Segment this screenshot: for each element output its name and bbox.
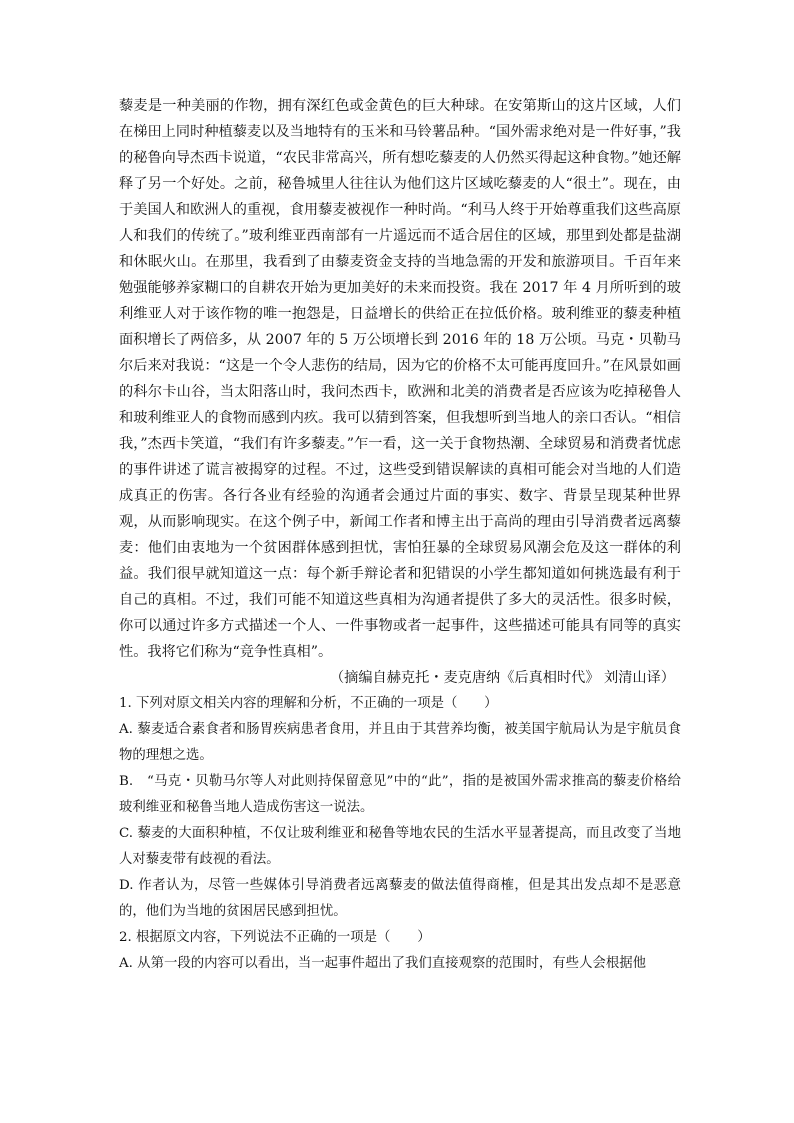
passage-source: （摘编自赫克托・麦克唐纳《后真相时代》 刘清山译） bbox=[329, 670, 675, 686]
question-2 bbox=[119, 925, 681, 977]
question-option-d: D. 作者认为，尽管一些媒体引导消费者远离藜麦的做法值得商榷，但是其出发点却不是恶意的，他们为当地的贫困居民感到担忧。 bbox=[119, 878, 681, 919]
passage-body: 藜麦是一种美丽的作物，拥有深红色或金黄色的巨大种球。在安第斯山的这片区域，人们在梯田上同时种植藜麦以及当地特有的玉米和马铃薯品种。“国外需求绝对是一件好事，”我的秘鲁向导杰西卡说道，“农民非常高兴，所有想吃藜麦的人仍然买得起这种食物。”她还解释了另一个好处。之前，秘鲁城里人往往认为他们这片区域吃藜麦的人“很土”。现在，由于美国人和欧洲人的重视，食用藜麦被视作一种时尚。“利马人终于开始尊重我们这些高原人和我们的传统了。”玻利维亚西南部有一片遥远而不适合居住的区域，那里到处都是盐湖和休眠火山。在那里，我看到了由藜麦资金支持的当地急需的开发和旅游项目。千百年来勉强能够养家糊口的自耕农开始为更加美好的未来而投资。我在 2017 年 4 月所听到的玻利维亚人对于该作物的唯一抱怨是，日益增长的供给正在拉低价格。玻利维亚的藜麦种植面积增长了两倍多，从 2007 年的 5 万公顷增长到 2016 年的 18 万公顷。马克・贝勒马尔后来对我说：“这是一个令人悲伤的结局，因为它的价格不太可能再度回升。”在风景如画的科尔卡山谷，当太阳落山时，我问杰西卡，欧洲和北美的消费者是否应该为吃掉秘鲁人和玻利维亚人的食物而感到内疚。我可以猜到答案，但我想听到当地人的亲口否认。“相信我，”杰西卡笑道，“我们有许多藜麦。”乍一看，这一关于食物热潮、全球贸易和消费者忧虑的事件讲述了谎言被揭穿的过程。不过，这些受到错误解读的真相可能会对当地的人们造成真正的伤害。各行各业有经验的沟通者会通过片面的事实、数字、背景呈现某种世界观，从而影响现实。在这个例子中，新闻工作者和博主出于高尚的理由引导消费者远离藜麦：他们由衷地为一个贫困群体感到担忧，害怕狂暴的全球贸易风潮会危及这一群体的利益。我们很早就知道这一点：每个新手辩论者和犯错误的小学生都知道如何挑选最有利于自己的真相。不过，我们可能不知道这些真相为沟通者提供了多大的灵活性。很多时候，你可以通过许多方式描述一个人、一件事物或者一起事件，这些描述可能具有同等的真实性。我将它们称为“竞争性真相”。 bbox=[119, 98, 681, 660]
question-1 bbox=[119, 691, 681, 925]
question-option-b: B. “马克・贝勒马尔等人对此则持保留意见”中的“此”，指的是被国外需求推高的藜麦价格给玻利维亚和秘鲁当地人造成伤害这一说法。 bbox=[119, 774, 681, 815]
question-option-a: A. 藜麦适合素食者和肠胃疾病患者食用，并且由于其营养均衡，被美国宇航局认为是宇航员食物的理想之选。 bbox=[119, 722, 681, 763]
question-option-a: A. 从第一段的内容可以看出，当一起事件超出了我们直接观察的范围时，有些人会根据他 bbox=[119, 956, 647, 971]
question-stem: 2. 根据原文内容，下列说法不正确的一项是（ ） bbox=[119, 930, 431, 945]
question-stem: 1. 下列对原文相关内容的理解和分析，不正确的一项是（ ） bbox=[119, 696, 498, 711]
page-content bbox=[119, 93, 681, 977]
question-option-c: C. 藜麦的大面积种植，不仅让玻利维亚和秘鲁等地农民的生活水平显著提高，而且改变了当地人对藜麦带有歧视的看法。 bbox=[119, 826, 681, 867]
